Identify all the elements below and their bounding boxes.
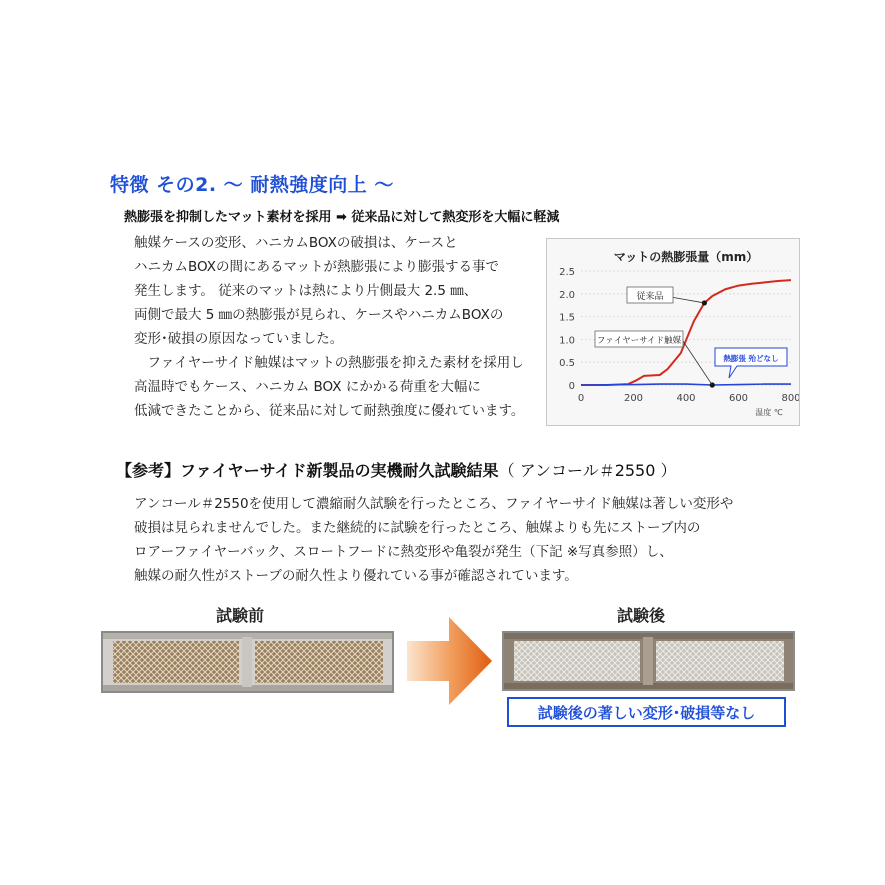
feature-paragraph: [134, 231, 524, 423]
feature-subtitle: 熱膨張を抑制したマット素材を採用 ➡ 従来品に対して熱変形を大幅に軽減: [124, 210, 560, 225]
after-test-label: 試験後: [617, 606, 666, 625]
feature-line: ファイヤーサイド触媒はマットの熱膨張を抑えた素材を採用し: [134, 355, 524, 371]
arrow-right-icon: [407, 617, 492, 705]
feature-line: 変形･破損の原因なっていました。: [134, 331, 344, 347]
catalyst-after-image: [504, 633, 793, 689]
after-test-photo: [502, 631, 795, 691]
feature-line: ハニカムBOXの間にあるマットが熱膨張により膨張する事で: [134, 259, 499, 275]
reference-line: 破損は見られませんでした。また継続的に試験を行ったところ、触媒よりも先にストーブ内の: [134, 520, 701, 536]
catalyst-before-image: [103, 633, 392, 691]
reference-model: （ アンコール＃2550 ）: [498, 461, 677, 480]
feature-line: 発生します。 従来のマットは熱により片側最大 2.5 ㎜、: [134, 283, 478, 299]
x-tick-label: 200: [623, 393, 644, 404]
reference-line: アンコール＃2550を使用して濃縮耐久試験を行ったところ、ファイヤーサイド触媒は著しい変形や: [134, 496, 734, 512]
before-test-label: 試験前: [216, 606, 265, 625]
annotation-fireside: ファイヤーサイド触媒: [596, 336, 682, 346]
feature-line: 触媒ケースの変形、ハニカムBOXの破損は、ケースと: [134, 235, 458, 251]
annotation-conventional: 従来品: [636, 292, 664, 302]
thermal-expansion-chart: [546, 238, 800, 426]
feature-title: 特徴 その2. ～ 耐熱強度向上 ～: [110, 174, 394, 196]
reference-title-text: 【参考】ファイヤーサイド新製品の実機耐久試験結果: [116, 461, 499, 480]
reference-title: [116, 458, 677, 481]
chart-title: マットの熱膨張量（mm）: [613, 250, 759, 264]
y-tick-label: 0.5: [559, 358, 575, 370]
y-tick-label: 0: [568, 381, 575, 392]
y-tick-label: 2.5: [559, 267, 575, 278]
y-tick-label: 1.0: [559, 335, 575, 347]
feature-line: 両側で最大 5 ㎜の熱膨張が見られ、ケースやハニカムBOXの: [134, 307, 504, 323]
y-tick-label: 2.0: [559, 289, 575, 301]
feature-line: 低減できたことから、従来品に対して耐熱強度に優れています。: [134, 403, 525, 419]
series-line-fireside: [581, 384, 791, 385]
reference-line: ロアーファイヤーバック、スロートフードに熱変形や亀裂が発生（下記 ※写真参照）し、: [134, 544, 673, 560]
result-note-box: 試験後の著しい変形･破損等なし: [507, 697, 786, 727]
reference-line: 触媒の耐久性がストーブの耐久性より優れている事が確認されています。: [134, 568, 578, 584]
feature-line: 高温時でもケース、ハニカム BOX にかかる荷重を大幅に: [134, 379, 481, 395]
y-tick-label: 1.5: [559, 312, 575, 324]
reference-paragraph: [134, 492, 733, 588]
x-tick-label: 800: [781, 393, 799, 404]
annotation-no-expansion: 熱膨張 殆どなし: [723, 354, 779, 363]
x-tick-label: 400: [676, 393, 696, 404]
annotation-callout: [715, 348, 787, 378]
chart-svg: [547, 239, 799, 425]
x-tick-label: 600: [728, 393, 749, 404]
annotation-leader: [683, 341, 712, 385]
x-tick-label: 0: [577, 393, 585, 404]
x-axis-label: 温度 ℃: [755, 408, 783, 417]
before-test-photo: [101, 631, 394, 693]
